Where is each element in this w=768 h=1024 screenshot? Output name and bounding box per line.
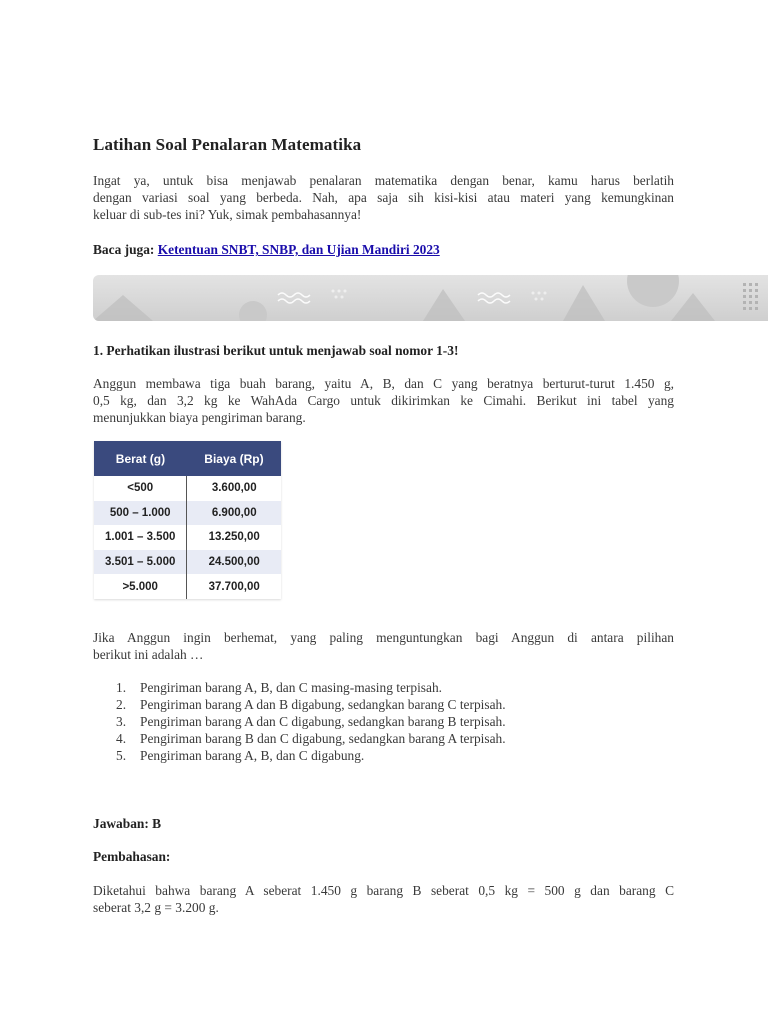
discussion-label: Pembahasan: [93, 849, 171, 864]
list-item [93, 713, 674, 730]
question-line: 0,5 kg, dan 3,2 kg ke WahAda Cargo untuk dikirimkan ke Cimahi. Berikut ini tabel yang [93, 393, 674, 408]
option-text: Pengiriman barang A, B, dan C masing-masing terpisah. [140, 680, 442, 695]
intro-line: dengan variasi soal yang berbeda. Nah, apa saja sih kisi-kisi atau materi yang kemungkinan [93, 190, 674, 205]
option-text: Pengiriman barang B dan C digabung, sedangkan barang A terpisah. [140, 731, 506, 746]
cost-cell: 13.250,00 [187, 525, 281, 550]
table-row [94, 574, 281, 599]
column-header-weight: Berat (g) [94, 441, 187, 476]
prompt-line: berikut ini adalah … [93, 647, 204, 662]
discussion-line: seberat 3,2 g = 3.200 g. [93, 900, 219, 915]
cost-cell: 3.600,00 [187, 476, 281, 501]
decorative-banner [93, 275, 768, 321]
discussion-paragraph [93, 882, 674, 916]
option-number: 5. [116, 748, 127, 763]
question-line: menunjukkan biaya pengiriman barang. [93, 410, 306, 425]
cost-cell: 24.500,00 [187, 550, 281, 575]
discussion-line: Diketahui bahwa barang A seberat 1.450 g barang B seberat 0,5 kg = 500 g dan barang C [93, 883, 674, 898]
table-row [94, 501, 281, 526]
weight-cell: 500 – 1.000 [94, 501, 187, 526]
question-heading: 1. Perhatikan ilustrasi berikut untuk menjawab soal nomor 1-3! [93, 343, 459, 358]
weight-cell: <500 [94, 476, 187, 501]
prompt-line: Jika Anggun ingin berhemat, yang paling menguntungkan bagi Anggun di antara pilihan [93, 630, 674, 645]
option-number: 4. [116, 731, 127, 746]
weight-cell: 3.501 – 5.000 [94, 550, 187, 575]
table-row [94, 525, 281, 550]
cost-cell: 37.700,00 [187, 574, 281, 599]
option-text: Pengiriman barang A, B, dan C digabung. [140, 748, 365, 763]
intro-paragraph [93, 172, 674, 223]
intro-line: Ingat ya, untuk bisa menjawab penalaran matematika dengan benar, kamu harus berlatih [93, 173, 674, 188]
read-also-label: Baca juga: [93, 242, 155, 257]
list-item [93, 696, 674, 713]
column-header-cost: Biaya (Rp) [187, 441, 281, 476]
table-header-row [94, 441, 281, 476]
table-row [94, 550, 281, 575]
option-number: 3. [116, 714, 127, 729]
list-item [93, 747, 674, 764]
shipping-cost-table [94, 441, 281, 599]
question-line: Anggun membawa tiga buah barang, yaitu A, B, dan C yang beratnya berturut-turut 1.450 g, [93, 376, 674, 391]
list-item [93, 679, 674, 696]
table-row [94, 476, 281, 501]
weight-cell: >5.000 [94, 574, 187, 599]
question-paragraph [93, 375, 674, 426]
list-item [93, 730, 674, 747]
article-title: Latihan Soal Penalaran Matematika [93, 135, 362, 154]
option-number: 2. [116, 697, 127, 712]
option-text: Pengiriman barang A dan C digabung, sedangkan barang B terpisah. [140, 714, 506, 729]
read-also-link[interactable]: Ketentuan SNBT, SNBP, dan Ujian Mandiri 2023 [157, 242, 440, 257]
option-number: 1. [116, 680, 127, 695]
banner-pattern [93, 275, 768, 321]
intro-line: keluar di sub-tes ini? Yuk, simak pembahasannya! [93, 207, 362, 222]
cost-cell: 6.900,00 [187, 501, 281, 526]
weight-cell: 1.001 – 3.500 [94, 525, 187, 550]
read-also [93, 241, 674, 258]
answer-label: Jawaban: B [93, 816, 162, 831]
answer-options [93, 679, 674, 764]
question-prompt [93, 629, 674, 663]
option-text: Pengiriman barang A dan B digabung, sedangkan barang C terpisah. [140, 697, 506, 712]
